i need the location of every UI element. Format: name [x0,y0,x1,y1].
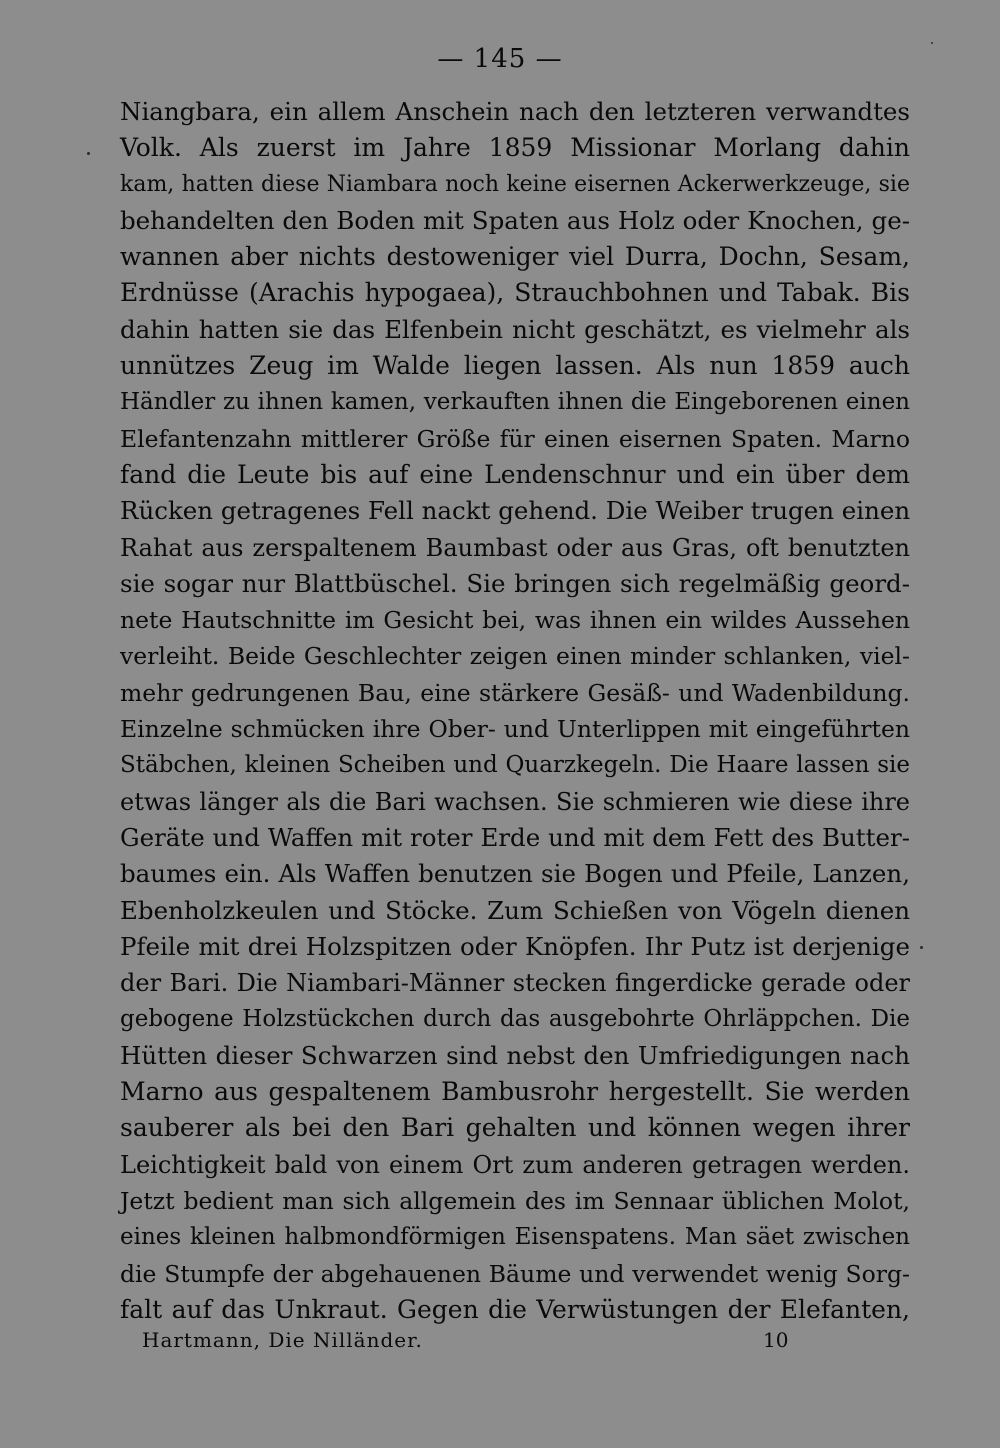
text-line: Rahat aus zerspaltenem Baumbast oder aus Gras, oft benutzten [120,533,910,562]
text-line: dahin hatten sie das Elfenbein nicht geschätzt, es vielmehr als [120,314,910,344]
text-line: Rücken getragenes Fell nackt gehend. Die Weiber trugen einen [120,496,911,526]
text-line: sauberer als bei den Bari gehalten und können wegen ihrer [120,1113,910,1143]
page-number: — 145 — [437,44,563,74]
margin-speck [87,152,90,155]
text-line: falt auf das Unkraut. Gegen die Verwüstungen der Elefanten, [120,1294,910,1324]
text-line: Niangbara, ein allem Anschein nach den letzteren verwandtes [120,97,910,126]
text-line: behandelten den Boden mit Spaten aus Holz oder Knochen, ge- [120,205,910,235]
text-line: Jetzt bedient man sich allgemein des im Sennaar üblichen Molot, [120,1186,910,1215]
text-line: wannen aber nichts destoweniger viel Durra, Dochn, Sesam, [120,242,910,272]
text-line: Erdnüsse (Arachis hypogaea), Strauchbohnen und Tabak. Bis [120,278,910,308]
text-line: baumes ein. Als Waffen benutzen sie Bogen und Pfeile, Lanzen, [120,859,910,889]
running-title: Hartmann, Die Nilländer. [142,1328,423,1352]
text-line: etwas länger als die Bari wachsen. Sie schmieren wie diese ihre [120,787,910,816]
signature-mark: 10 [763,1328,789,1352]
text-line: eines kleinen halbmondförmigen Eisenspatens. Man säet zwischen [120,1224,910,1251]
text-line: mehr gedrungenen Bau, eine stärkere Gesäß- und Wadenbildung. [120,678,910,707]
text-line: Pfeile mit drei Holzspitzen oder Knöpfen. Ihr Putz ist derjenige [120,931,910,961]
text-line: verleiht. Beide Geschlechter zeigen einen minder schlanken, viel- [120,642,910,671]
text-line: kam, hatten diese Niambara noch keine eisernen Ackerwerkzeuge, sie [120,171,910,197]
text-line: Leichtigkeit bald von einem Ort zum anderen getragen werden. [120,1150,910,1179]
margin-speck [931,42,933,44]
text-line: Stäbchen, kleinen Scheiben und Quarzkegeln. Die Haare lassen sie [120,752,910,779]
text-line: nete Hautschnitte im Gesicht bei, was ihnen ein wildes Aussehen [120,606,910,635]
text-line: Einzelne schmücken ihre Ober- und Unterlippen mit eingeführten [120,715,910,744]
text-line: fand die Leute bis auf eine Lendenschnur und ein über dem [120,459,910,489]
text-line: unnützes Zeug im Walde liegen lassen. Als nun 1859 auch [120,351,910,381]
text-line: Volk. Als zuerst im Jahre 1859 Missionar Morlang dahin [120,133,910,163]
text-line: Händler zu ihnen kamen, verkauften ihnen die Eingeborenen einen [120,389,910,416]
text-line: Geräte und Waffen mit roter Erde und mit dem Fett des Butter- [120,822,910,852]
text-line: die Stumpfe der abgehauenen Bäume und verwendet wenig Sorg- [120,1259,910,1288]
margin-speck [920,946,923,949]
text-line: Hütten dieser Schwarzen sind nebst den Umfriedigungen nach [120,1040,910,1070]
text-line: Marno aus gespaltenem Bambusrohr hergestellt. Sie werden [120,1077,910,1107]
text-line: Elefantenzahn mittlerer Größe für einen eisernen Spaten. Marno [120,424,910,453]
body-text [120,94,910,1328]
page-footer [0,1328,1000,1358]
text-line: Ebenholzkeulen und Stöcke. Zum Schießen von Vögeln dienen [120,895,910,925]
text-line: der Bari. Die Niambari-Männer stecken fingerdicke gerade oder [120,969,910,998]
text-line: gebogene Holzstückchen durch das ausgebohrte Ohrläppchen. Die [120,1006,910,1033]
text-line: sie sogar nur Blattbüschel. Sie bringen sich regelmäßig geord- [120,568,910,598]
